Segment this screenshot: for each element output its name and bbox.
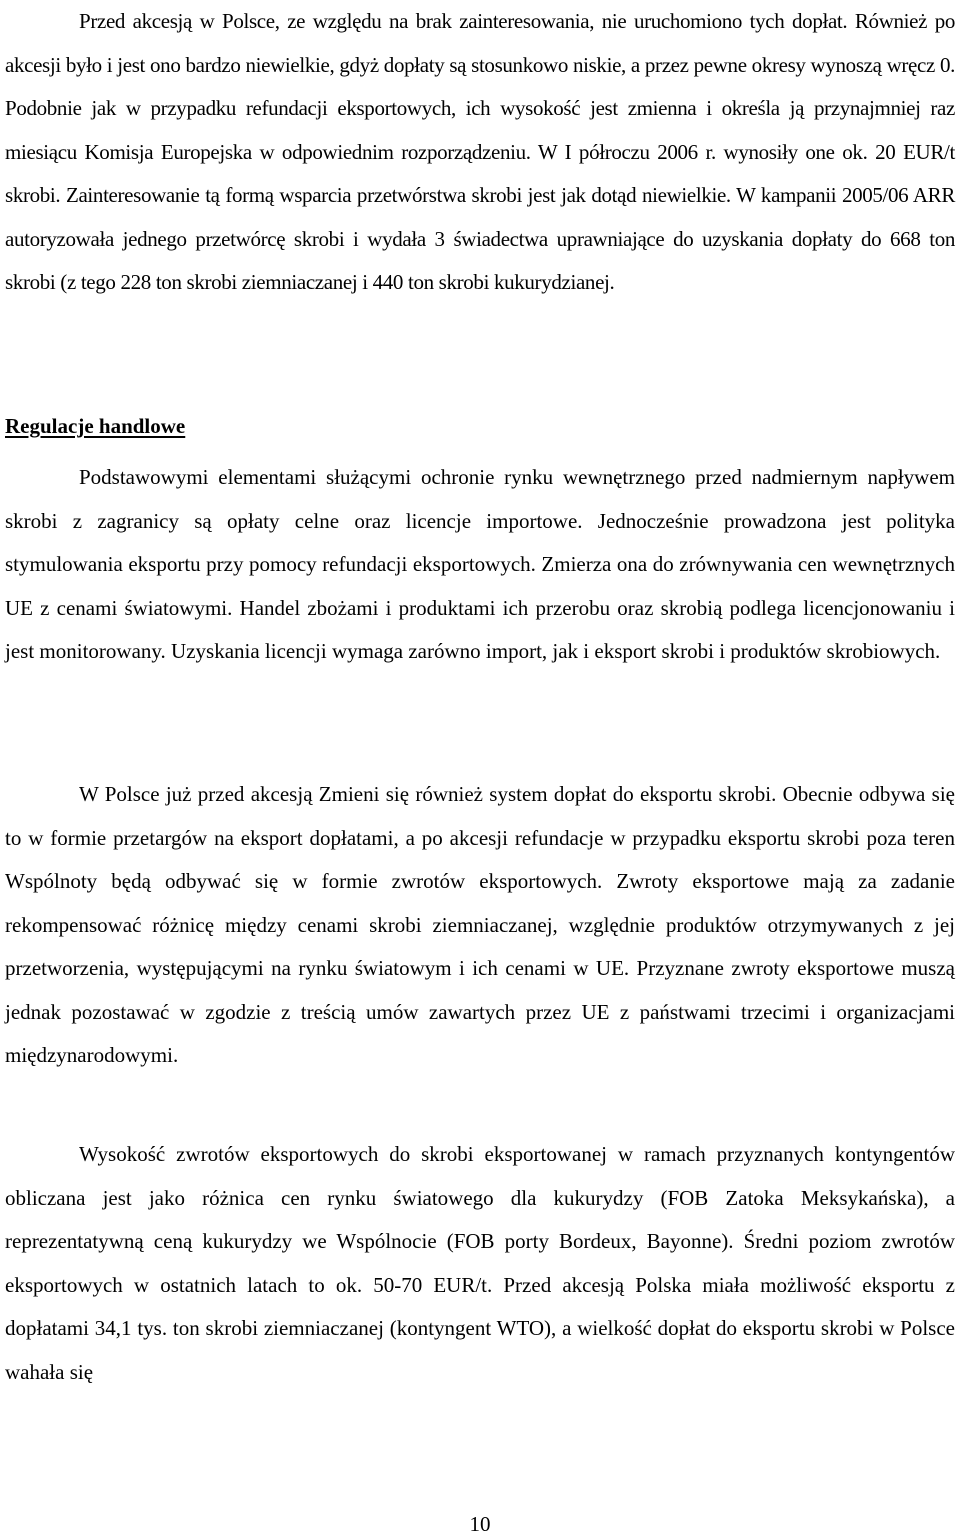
- paragraph-refund-levels: Wysokość zwrotów eksportowych do skrobi eksportowanej w ramach przyznanych kontyngentów obliczana jest jako różnica cen rynku światowego dla kukurydzy (FOB Zatoka Meksykańska), a reprezentatywną ceną kukurydzy we Wspólnocie (FOB porty Bordeux, Bayonne). Średni poziom zwrotów eksportowych w ostatnich latach to ok. 50-70 EUR/t. Przed akcesją Polska miała możliwość eksportu z dopłatami 34,1 tys. ton skrobi ziemniaczanej (kontyngent WTO), a wielkość dopłat do eksportu skrobi w Polsce wahała się: [5, 1142, 955, 1384]
- section-heading-trade-regulations: Regulacje handlowe: [5, 414, 186, 438]
- paragraph-export-refunds: W Polsce już przed akcesją Zmieni się również system dopłat do eksportu skrobi. Obecnie odbywa się to w formie przetargów na eksport dopłatami, a po akcesji refundacje w przypadku eksportu skrobi poza teren Wspólnoty będą odbywać się w formie zwrotów eksportowych. Zwroty eksportowe mają za zadanie rekompensować różnicę między cenami skrobi ziemniaczanej, względnie produktów otrzymywanych z jej przetworzenia, występującymi na rynku światowym i ich cenami w UE. Przyznane zwroty eksportowe muszą jednak pozostawać w zgodzie z treścią umów zawartych przez UE z państwami trzecimi i organizacjami międzynarodowymi.: [5, 782, 955, 1067]
- page-number: 10: [469, 1512, 491, 1536]
- paragraph-subsidies: Przed akcesją w Polsce, ze względu na brak zainteresowania, nie uruchomiono tych dopłat. Również po akcesji było i jest ono bardzo niewielkie, gdyż dopłaty są stosunkowo niskie, a przez pewne okresy wynoszą wręcz 0. Podobnie jak w przypadku refundacji eksportowych, ich wysokość jest zmienna i określa ją przynajmniej raz miesiącu Komisja Europejska w odpowiednim rozporządzeniu. W I półroczu 2006 r. wynosiły one ok. 20 EUR/t skrobi. Zainteresowanie tą formą wsparcia przetwórstwa skrobi jest jak dotąd niewielkie. W kampanii 2005/06 ARR autoryzowała jednego przetwórcę skrobi i wydała 3 świadectwa uprawniające do uzyskania dopłaty do 668 ton skrobi (z tego 228 ton skrobi ziemniaczanej i 440 ton skrobi kukurydzianej.: [5, 9, 955, 294]
- paragraph-trade-regulations: Podstawowymi elementami służącymi ochronie rynku wewnętrznego przed nadmiernym napływem skrobi z zagranicy są opłaty celne oraz licencje importowe. Jednocześnie prowadzona jest polityka stymulowania eksportu przy pomocy refundacji eksportowych. Zmierza ona do zrównywania cen wewnętrznych UE z cenami światowymi. Handel zbożami i produktami ich przerobu oraz skrobią podlega licencjonowaniu i jest monitorowany. Uzyskania licencji wymaga zarówno import, jak i eksport skrobi i produktów skrobiowych.: [5, 465, 955, 663]
